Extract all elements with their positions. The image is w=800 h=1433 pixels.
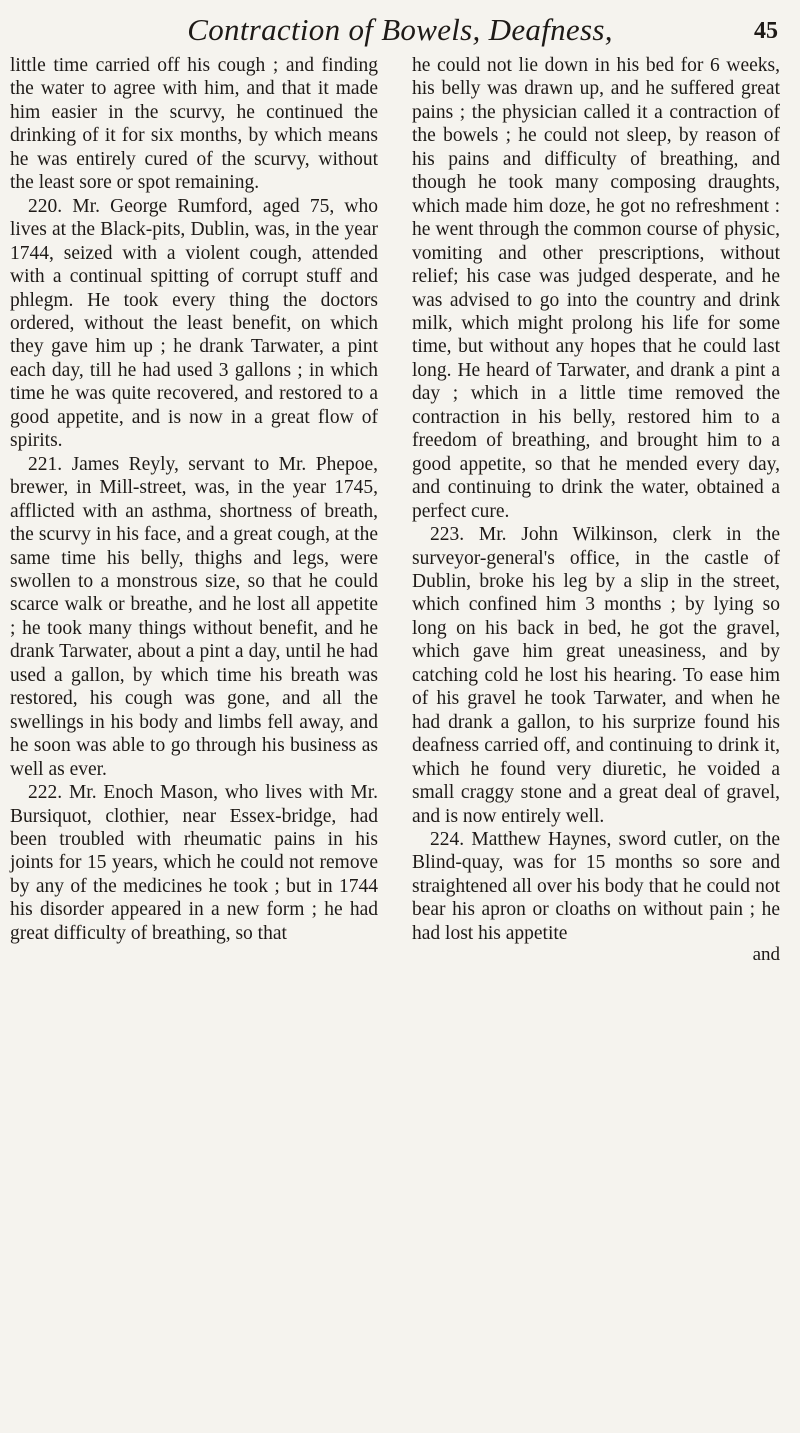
page-number: 45 xyxy=(754,18,778,44)
case-222-paragraph: 222. Mr. Enoch Mason, who lives with Mr. Bursiquot, clothier, near Essex-bridge, had been troubled with rheumatic pains in his joints for 15 years, which he could not remove by any of the medicines he took ; but in 1744 his disorder appeared in a new form ; he had great difficulty of breathing, so that xyxy=(10,782,378,944)
case-224-paragraph: 224. Matthew Haynes, sword cutler, on the Blind-quay, was for 15 months so sore and straightened all over his body that he could not bear his apron or cloaths on without pain ; he had lost his appetite xyxy=(412,828,780,944)
left-column xyxy=(10,54,378,945)
case-220-paragraph: 220. Mr. George Rumford, aged 75, who lives at the Black-pits, Dublin, was, in the year 1744, seized with a violent cough, attended with a continual spitting of corrupt stuff and phlegm. He took every thing the doctors ordered, without the least benefit, on which they gave him up ; he drank Tarwater, a pint each day, till he had used 3 gallons ; in which time he was quite recovered, and restored to a good appetite, and is now in a great flow of spirits. xyxy=(10,195,378,452)
running-title: Contraction of Bowels, Deafness, xyxy=(187,12,613,47)
case-221-paragraph: 221. James Reyly, servant to Mr. Phepoe, brewer, in Mill-street, was, in the year 1745, afflicted with an asthma, shortness of breath, the scurvy in his face, and a great cough, at the same time his belly, thighs and legs, were swollen to a monstrous size, so that he could scarce walk or breathe, and he lost all appetite ; he took many things without benefit, and he drank Tarwater, about a pint a day, until he had used a gallon, by which time his breath was restored, his cough was gone, and all the swellings in his body and limbs fell away, and he soon was able to go through his business as well as ever. xyxy=(10,453,378,780)
page-header xyxy=(0,10,800,50)
case-223-paragraph: 223. Mr. John Wilkinson, clerk in the surveyor-general's office, in the castle of Dublin, broke his leg by a slip in the street, which confined him 3 months ; by lying so long on his back in bed, he got the gravel, which gave him great uneasiness, and by catching cold he lost his hearing. To ease him of his gravel he took Tarwater, and when he had drank a gallon, to his surprize found his deafness carried off, and continuing to drink it, which he found very diuretic, he voided a small craggy stone and a great deal of gravel, and is now entirely well. xyxy=(412,524,780,827)
right-column xyxy=(412,54,780,967)
case-222-continuation: he could not lie down in his bed for 6 weeks, his belly was drawn up, and he suffered great pains ; the physician called it a contraction of the bowels ; he could not sleep, by reason of his pains and difficulty of breathing, and though he took many composing draughts, which made him doze, he got no refreshment : he went through the common course of physic, vomiting and other prescriptions, without relief; his case was judged desperate, and he was advised to go into the country and drink milk, which might prolong his life for some time, but without any hopes that he could last long. He heard of Tarwater, and drank a pint a day ; which in a little time removed the contraction in his belly, restored him to a freedom of breathing, and brought him to a good appetite, so that he mended every day, and continuing to drink the water, obtained a perfect cure. xyxy=(412,55,780,522)
catchword: and xyxy=(752,944,780,966)
paragraph-continuation: little time carried off his cough ; and finding the water to agree with him, and that it made him easier in the scurvy, he continued the drinking of it for six months, by which means he was entirely cured of the scurvy, without the least sore or spot remaining. xyxy=(10,55,378,194)
